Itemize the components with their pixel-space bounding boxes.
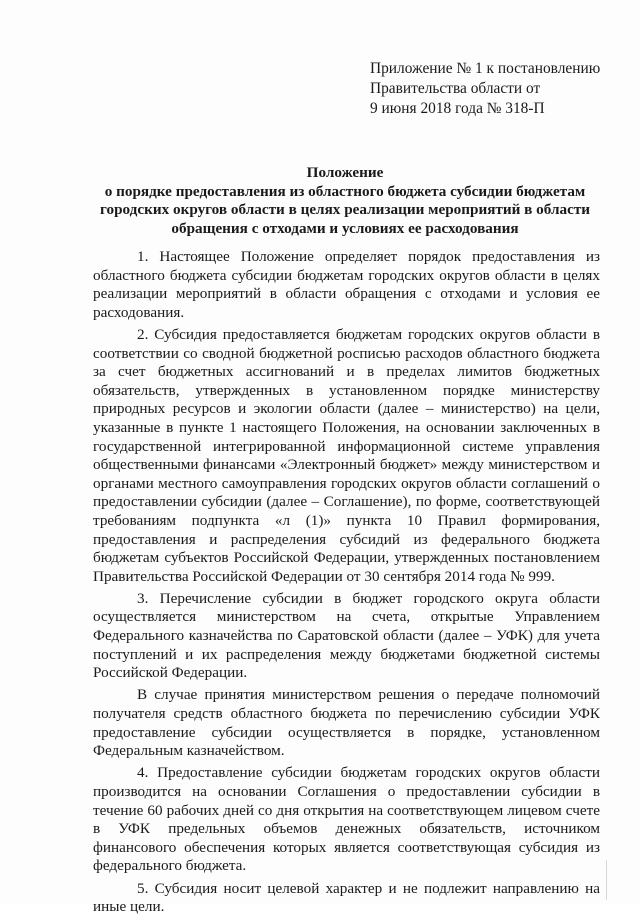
paragraph-5: 5. Субсидия носит целевой характер и не подлежит направлению на иные цели. [93, 879, 600, 916]
appendix-header [370, 59, 620, 119]
document-title [90, 164, 600, 238]
title-line-1: Положение [306, 164, 384, 181]
title-line-2: о порядке предоставления из областного бюджета субсидии бюджетам [104, 182, 586, 200]
paragraph-3-continuation: В случае принятия министерством решения о передаче полномочий получателя средств областного бюджета по перечислению субсидии УФК предоставление субсидии осуществляется в порядке, установленном Федеральным казначейством. [93, 686, 600, 760]
paragraph-4: 4. Предоставление субсидии бюджетам городских округов области производится на основании Соглашения о предоставлении субсидии в течение 60 рабочих дней со дня открытия на соответствующем лицевом счете в УФК предельных объемов денежных обязательств, источником финансового обеспечения которых является соответствующая субсидия из федерального бюджета. [93, 764, 600, 875]
document-body [93, 248, 600, 917]
appendix-line-1: Приложение № 1 к постановлению [370, 60, 601, 77]
paragraph-1: 1. Настоящее Положение определяет порядок предоставления из областного бюджета субсидии бюджетам городских округов области в целях реализации мероприятий в области обращения с отходами и условия ее расходования. [93, 248, 600, 321]
paragraph-2: 2. Субсидия предоставляется бюджетам городских округов области в соответствии со сводной бюджетной росписью расходов областного бюджета за счет бюджетных ассигнований и в пределах лимитов бюджетных обязательств, утвержденных в установленном порядке министерству природных ресурсов и экологии области (далее – министерство) на цели, указанные в пункте 1 настоящего Положения, на основании заключенных в государственной интегрированной информационной системе управления общественными финансами «Электронный бюджет» между министерством и органами местного самоуправления городских округов области соглашений о предоставлении субсидии (далее – Соглашение), по форме, соответствующей требованиям подпункта «л (1)» пункта 10 Правил формирования, предоставления и распределения субсидий из федерального бюджета бюджетам субъектов Российской Федерации, утвержденных постановлением Правительства Российской Федерации от 30 сентября 2014 года № 999. [93, 325, 600, 585]
appendix-line-2: Правительства области от [370, 80, 541, 97]
scan-artifact-line [606, 860, 607, 900]
title-line-4: обращения с отходами и условиях ее расходования [171, 219, 519, 237]
appendix-line-3: 9 июня 2018 года № 318-П [370, 100, 545, 117]
title-line-3: городских округов области в целях реализации мероприятий в области [99, 201, 591, 218]
paragraph-3: 3. Перечисление субсидии в бюджет городского округа области осуществляется министерством на счета, открытые Управлением Федерального казначейства по Саратовской области (далее – УФК) для учета поступлений и их распределения между бюджетами бюджетной системы Российской Федерации. [93, 589, 600, 682]
